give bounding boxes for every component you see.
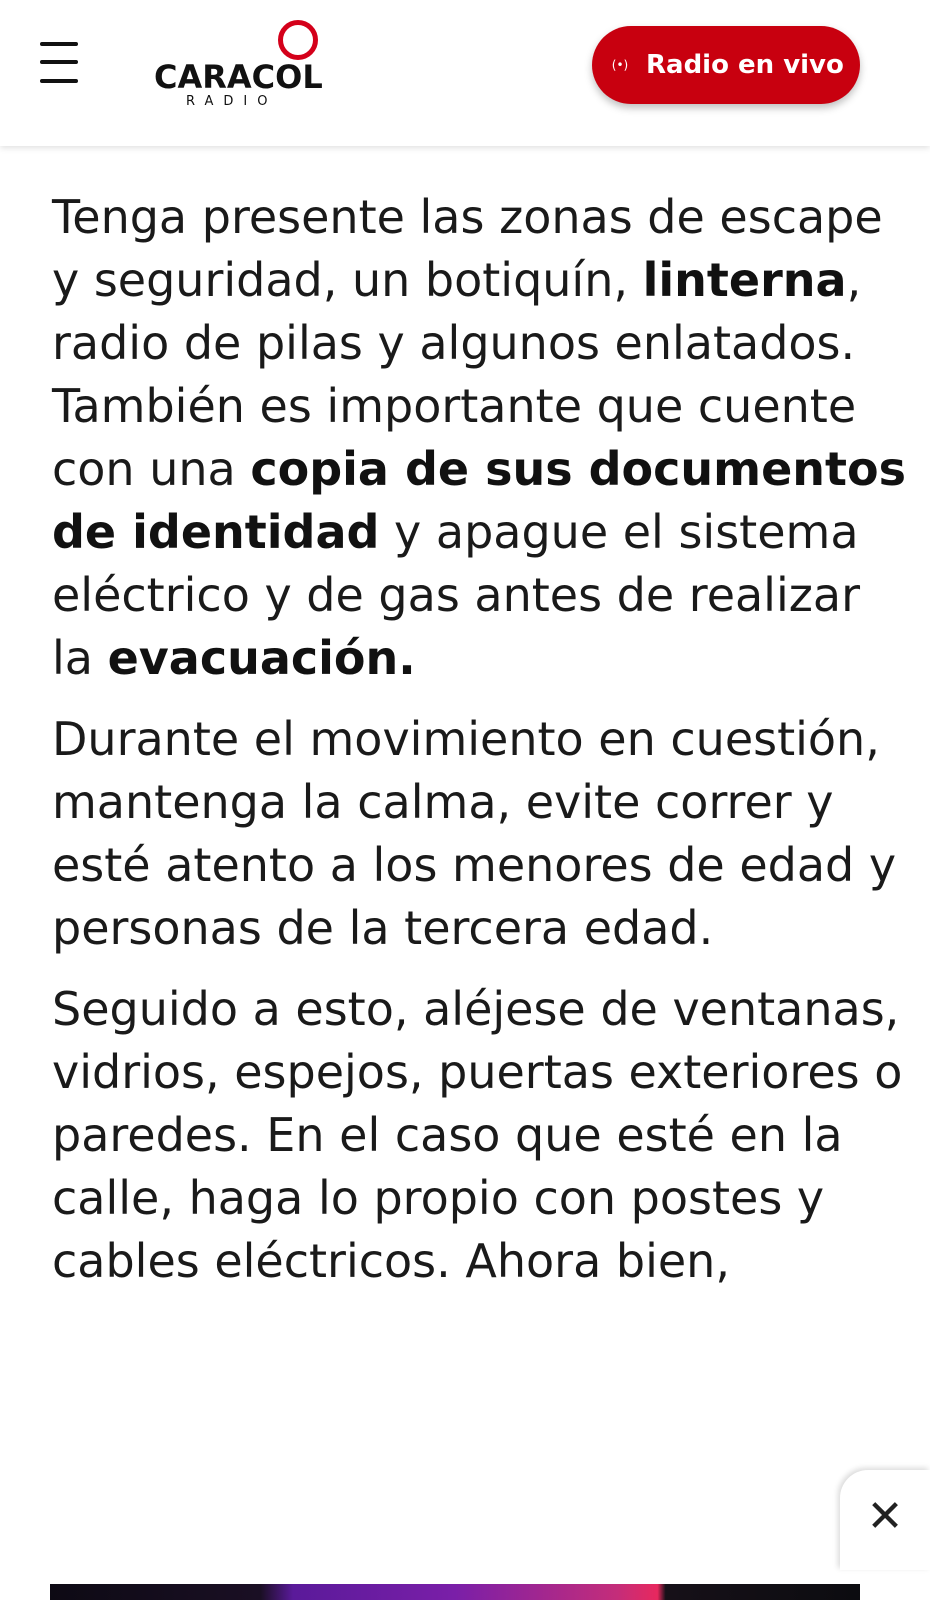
broadcast-icon: (•) (611, 58, 629, 72)
article-body (52, 186, 912, 1311)
logo-sub-text: RADIO (186, 94, 278, 109)
bold-text: linterna (642, 253, 847, 307)
article-paragraph: Seguido a esto, aléjese de ventanas, vidrios, espejos, puertas exteriores o paredes. En el caso que esté en la calle, haga lo propio con postes y cables eléctricos. Ahora bien, (52, 982, 903, 1288)
menu-line (40, 60, 78, 64)
article-paragraph (52, 186, 912, 690)
menu-line (40, 79, 78, 83)
article-paragraph: Durante el movimiento en cuestión, mantenga la calma, evite correr y esté atento a los menores de edad y personas de la tercera edad. (52, 712, 897, 955)
bold-text: copia de sus documentos de identidad (52, 442, 907, 559)
bold-text: evacuación. (107, 631, 416, 685)
radio-en-vivo-button[interactable] (592, 26, 860, 104)
close-icon: ✕ (866, 1490, 904, 1542)
paragraph-text: Tenga presente las zonas de escape y seguridad, un botiquín, (52, 190, 883, 307)
hamburger-menu-icon[interactable] (36, 38, 82, 90)
ad-banner[interactable] (50, 1584, 860, 1600)
logo-ring-icon (278, 20, 318, 60)
close-ad-button[interactable] (840, 1470, 930, 1570)
paragraph-text: , radio de pilas y algunos enlatados. También es importante que cuente con una (52, 253, 862, 496)
site-header (0, 0, 930, 146)
live-button-label: Radio en vivo (646, 50, 844, 80)
paragraph-text: y apague el sistema eléctrico y de gas antes de realizar la (52, 505, 860, 685)
caracol-radio-logo[interactable] (150, 16, 330, 116)
logo-main-text: CARACOL (154, 58, 323, 96)
menu-line (40, 42, 78, 46)
